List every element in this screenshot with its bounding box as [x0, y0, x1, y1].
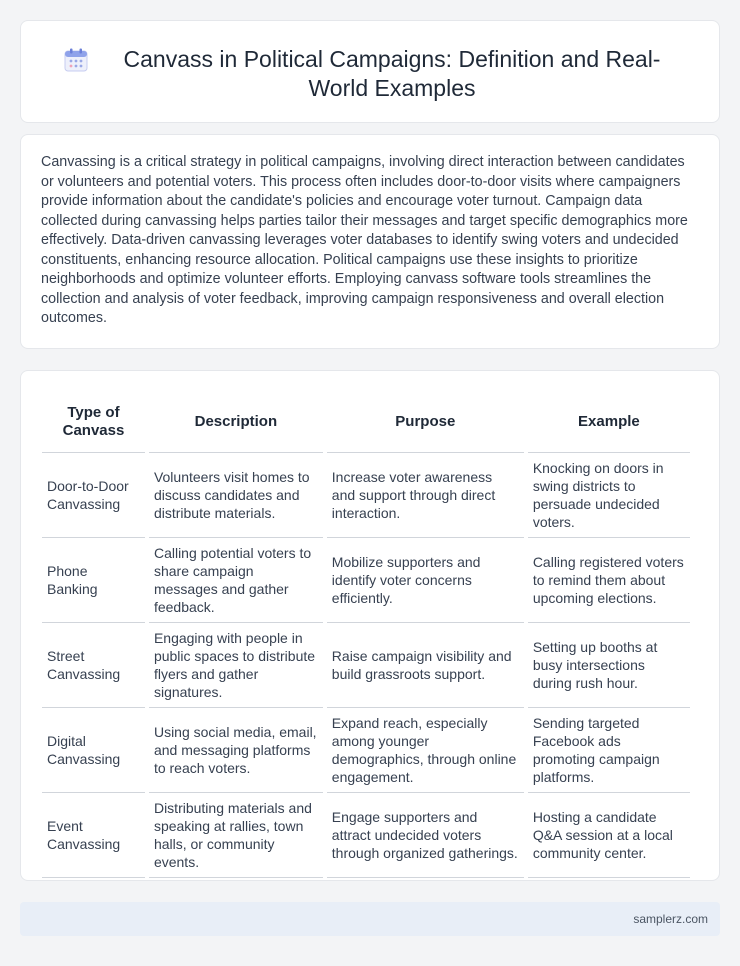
table-row — [42, 623, 690, 708]
table-header-row — [42, 391, 690, 453]
title-row — [21, 21, 719, 103]
cell-description: Calling potential voters to share campaign messages and gather feedback. — [149, 538, 323, 623]
footer-site-link[interactable]: samplerz.com — [633, 912, 708, 926]
table-row — [42, 538, 690, 623]
cell-description: Volunteers visit homes to discuss candidates and distribute materials. — [149, 453, 323, 538]
title-card — [20, 20, 720, 123]
cell-purpose: Increase voter awareness and support through direct interaction. — [327, 453, 524, 538]
cell-description: Engaging with people in public spaces to distribute flyers and gather signatures. — [149, 623, 323, 708]
column-header-type: Type of Canvass — [42, 391, 145, 453]
intro-card — [20, 134, 720, 349]
cell-purpose: Engage supporters and attract undecided voters through organized gatherings. — [327, 793, 524, 878]
intro-paragraph: Canvassing is a critical strategy in political campaigns, involving direct interaction between candidates or volunteers and potential voters. This process often includes door-to-door visits where campaigners provide information about the candidate's policies and encourage voter turnout. Campaign data collected during canvassing helps parties tailor their messages and target specific demographics more effectively. Data-driven canvassing leverages voter databases to identify swing voters and undecided constituents, enhancing resource allocation. Political campaigns use these insights to prioritize neighborhoods and optimize volunteer efforts. Employing canvass software tools streamlines the collection and analysis of voter feedback, improving campaign responsiveness and overall election outcomes. — [41, 154, 688, 326]
cell-purpose: Mobilize supporters and identify voter concerns efficiently. — [327, 538, 524, 623]
table-row — [42, 453, 690, 538]
calendar-icon — [63, 47, 89, 73]
cell-example: Sending targeted Facebook ads promoting campaign platforms. — [528, 708, 690, 793]
cell-type: Digital Canvassing — [42, 708, 145, 793]
cell-example: Hosting a candidate Q&A session at a local community center. — [528, 793, 690, 878]
column-header-example: Example — [528, 391, 690, 453]
footer — [20, 902, 720, 936]
cell-purpose: Expand reach, especially among younger demographics, through online engagement. — [327, 708, 524, 793]
cell-example: Calling registered voters to remind them about upcoming elections. — [528, 538, 690, 623]
table-row — [42, 708, 690, 793]
cell-example: Setting up booths at busy intersections during rush hour. — [528, 623, 690, 708]
cell-type: Phone Banking — [42, 538, 145, 623]
cell-purpose: Raise campaign visibility and build grassroots support. — [327, 623, 524, 708]
cell-type: Street Canvassing — [42, 623, 145, 708]
cell-type: Door-to-Door Canvassing — [42, 453, 145, 538]
table-card — [20, 370, 720, 881]
cell-description: Using social media, email, and messaging platforms to reach voters. — [149, 708, 323, 793]
page-title: Canvass in Political Campaigns: Definition and Real-World Examples — [123, 46, 661, 101]
column-header-purpose: Purpose — [327, 391, 524, 453]
table-row — [42, 793, 690, 878]
canvass-table — [38, 391, 694, 878]
cell-description: Distributing materials and speaking at rallies, town halls, or community events. — [149, 793, 323, 878]
column-header-description: Description — [149, 391, 323, 453]
cell-example: Knocking on doors in swing districts to persuade undecided voters. — [528, 453, 690, 538]
cell-type: Event Canvassing — [42, 793, 145, 878]
